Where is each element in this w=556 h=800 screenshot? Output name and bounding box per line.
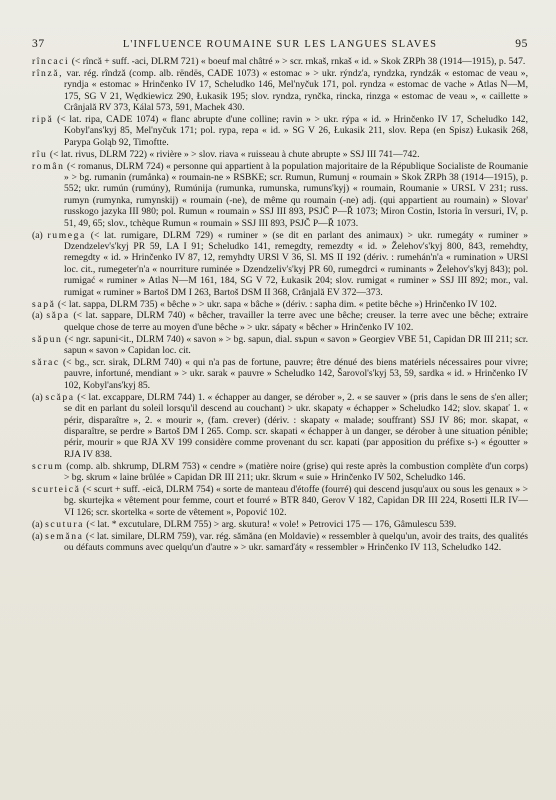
entry-headword: rîncaci xyxy=(32,56,70,67)
dictionary-entry xyxy=(32,114,528,148)
left-page-number: 37 xyxy=(32,38,45,50)
dictionary-entry xyxy=(32,68,528,114)
dictionary-entry xyxy=(32,299,528,310)
dictionary-entry xyxy=(32,357,528,391)
entry-text: (< bg., scr. sirak, DLRM 740) « qui n'a pas de fortune, pauvre; être dénué des biens matériels nécessaires pour vivre; pauvre, infortuné, mendiant » > ukr. sarak « pauvre » Scheludko 142, Šarovol's'kyj 53, 59, sardka « id. » Hrinčenko IV 102, Kobyl'ans'kyj 85. xyxy=(62,357,528,391)
entry-text: (< scurt + suff. -eică, DLRM 754) « sorte de manteau d'étoffe (fourré) qui descend jusqu'aux ou sous les genaux » > bg. skurtejka « vêtement pour femme, court et fourré » BTR 840, Gerov V 182, Capidan DR III 224, Rosetti ILR IV—VI 126; scr. skortelka « sorte de vêtement », Popović 102. xyxy=(64,484,528,518)
entry-text: (< lat. sappare, DLRM 740) « bêcher, travailler la terre avec une bêche; creuser. la terre avec une bêche; extraire quelque chose de terre au moyen d'une bêche » > ukr. sápaty « bêcher » Hrinčenko IV 102. xyxy=(64,310,529,333)
entry-marker: (a) xyxy=(32,391,43,403)
entry-headword: scăpa xyxy=(45,391,75,403)
entry-headword: rumega xyxy=(47,229,86,241)
dictionary-entry xyxy=(32,461,528,484)
dictionary-entry xyxy=(32,519,528,530)
entry-headword: rîu xyxy=(32,148,48,160)
entry-headword: semăna xyxy=(45,530,84,542)
entry-marker: (a) xyxy=(32,310,43,322)
entry-text: (< lat. sappa, DLRM 735) « bêche » > ukr. sapa « bâche » (dériv. : sapha dim. « petite bêche ») Hrinčenko IV 102. xyxy=(57,298,497,310)
dictionary-entry xyxy=(32,484,528,518)
entry-text: (< lat. rumigare, DLRM 729) « ruminer » (se dit en parlant des animaux) > ukr. rumegáty « ruminer » Dzendzelev's'kyj PR 59, LA I 91; Scheludko 141, remegdty, remezdty « id. » Želehov's'kyj 800, 843, remehdty, remegdty « id. » Hrinčenko IV 87, 12, remyhdty URSl V 36, Sl. MS II 192 (dériv. : rumehán'n'a « rumination » URSl loc. cit., rumegeter'n'a « nourriture ruminée » Dzendzeliv's'kyj PR 60, rumegdrci « ruminants » Želehov's'kyj 843); pol. rumigać « ruminer » Atlas N—M 161, 184, SG V 72, Łukasik 204; slov. rumigat « ruminer » SSJ III 892; mor., val. rumigat « ruminer » Bartoš DM I 263, Bartoš DSM II 368, Crânjală EV 372—373. xyxy=(64,229,528,298)
dictionary-entry xyxy=(32,161,528,229)
entry-text: (< rîncă + suff. -aci, DLRM 721) « boeuf mal châtré » > scr. rnkaš, rnkaš « id. » Skok ZRPh 38 (1914—1915), p. 547. xyxy=(71,56,526,67)
entry-headword: român xyxy=(32,160,65,172)
entry-text: (< lat. excappare, DLRM 744) 1. « échapper au danger, se dérober », 2. « se sauver » (pris dans le sens de s'en aller; se dit en parlant du soleil lorsqu'il descend au couchant) > ukr. skapaty « échapper » Scheludko 142; slov. skapať 1. « périr, disparaître », 2. « mourir », (fam. crever) (dériv. : skapaty « malade; souffrant) SSJ IV 86; mor. skapat, « disparaître, se perdre » Bartoš DM I 265. Comp. scr. skapati « échapper à un danger, se dérober à une situation pénible; périr, mourir » que RJA XV 199 considère comme provenant du scr. kapati (par apposition du préfixe s-) « égoutter » RJA IV 838. xyxy=(64,391,528,460)
entry-marker: (a) xyxy=(32,530,43,542)
dictionary-entries xyxy=(32,56,528,553)
entry-text: (< lat. ripa, CADE 1074) « flanc abrupte d'une colline; ravin » > ukr. rýpa « id. » Hrinčenko IV 17, Scheludko 142, Kobyl'ans'kyj 85, Mel'nyčuk 171; pol. rypa, repa « id. » SG V 26, Łukasik 211, slov. Repa (en Spisz) Łukasik 268, Parypa Goląb 92, Timoftte. xyxy=(57,114,528,148)
entry-headword: săpun xyxy=(32,333,63,345)
entry-headword: sărac xyxy=(32,357,60,369)
dictionary-entry xyxy=(32,310,528,333)
entry-text: (< lat. similare, DLRM 759), var. rég. sămăna (en Moldavie) « ressembler à quelqu'un, avoir des traits, des qualités ou défauts communs avec quelqu'un d'autre » > ukr. samarďáty « ressembler » Hrinčenko IV 113, Scheludko 142. xyxy=(64,530,529,554)
entry-text: (< lat. * excutulare, DLRM 755) > arg. skutura! « vole! » Petrovici 175 — 176, Gâmulescu 539. xyxy=(86,518,457,530)
dictionary-entry xyxy=(32,392,528,460)
entry-headword: rînză, xyxy=(32,67,64,79)
dictionary-entry xyxy=(32,230,528,298)
entry-headword: ripă xyxy=(32,114,54,126)
entry-headword: scrum xyxy=(32,460,64,472)
dictionary-entry xyxy=(32,531,528,554)
entry-marker: (a) xyxy=(32,518,43,530)
entry-headword: scutura xyxy=(45,518,84,530)
dictionary-entry xyxy=(32,334,528,357)
running-title: L'INFLUENCE ROUMAINE SUR LES LANGUES SLAVES xyxy=(122,39,438,50)
entry-marker: (a) xyxy=(32,229,43,241)
entry-text: (< ngr. sapuni<it., DLRM 740) « savon » > bg. sapun, dial. sъpun « savon » Georgiev VBE 51, Capidan DR III 211; scr. sapun « savon » Capidan loc. cit. xyxy=(64,333,528,357)
entry-text: (comp. alb. shkrump, DLRM 753) « cendre » (matière noire (grise) qui reste après la combustion complète d'un corps) > bg. skrum « laine brûlée » Capidan DR III 211; ukr. škrum « suie » Hrinčenko IV 502, Scheludko 146. xyxy=(64,460,528,484)
entry-headword: sapă xyxy=(32,298,56,310)
dictionary-entry xyxy=(32,56,528,67)
page-header xyxy=(32,38,528,50)
entry-text: (< lat. rivus, DLRM 722) « rivière » > slov. riava « ruisseau à chute abrupte » SSJ III 741—742. xyxy=(49,148,420,160)
right-page-number: 95 xyxy=(515,38,528,50)
dictionary-entry xyxy=(32,149,528,160)
entry-headword: săpa xyxy=(46,310,70,322)
entry-headword: scurteică xyxy=(32,484,81,496)
entry-text: var. rég. rîndză (comp. alb. rëndës, CADE 1073) « estomac » > ukr. rýndz'a, ryndzka, ryndzák « estomac de veau », ryndja « estomac » Hrinčenko IV 17, Scheludko 146, Mel'nyčuk 171, pol. ryndza « estomac de vache » Atlas N—M, 175, SG V 21, Wędkiewicz 290, Łukasik 195; slov. ryndza, rynčka, rincka, rinzga « estomac de veau », « caillette » Crânjală RV 373, Kálal 573, 591, Machek 430. xyxy=(64,67,528,114)
entry-text: (< romanus, DLRM 724) « personne qui appartient à la population majoritaire de la République Socialiste de Roumanie » > bg. rumanin (rumånka) « roumain-ne » RSBKE; scr. Rumun, Rumunj « roumain » Skok ZRPh 38 (1914—1915), p. 552; ukr. rumún (rumúny), Rumúnija (rumunka, rumunska, rumuns'kyj) « roumain, Roumanie » URSL V 231; russ. rumyn (rumynka, rumynskij) « roumain (-ne), de même qu roumain (-ne) adj. (qui appartient au roumain) » Slovar' russkogo jazyka III 980; pol. Rumun « roumain » SSJ III 893, PSJČ P—Ř 1073; Miron Costin, Istoria în versuri, IV, p. 51, 49, 65; slov., tchèque Rumun « roumain » SSJ III 893, PSJČ P—Ř 1073. xyxy=(64,160,528,229)
